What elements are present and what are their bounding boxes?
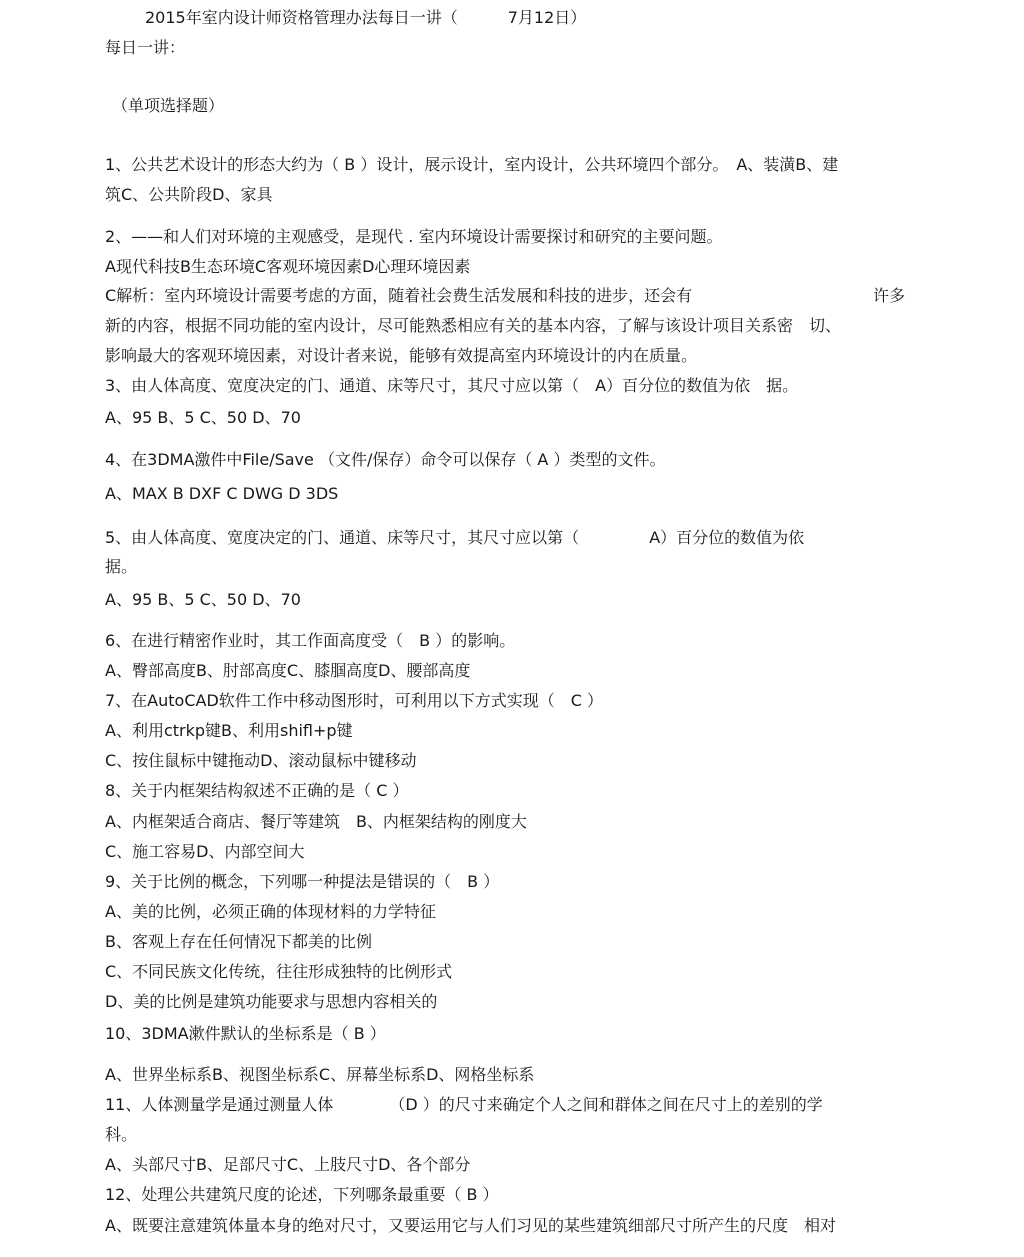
q6-options: A、臀部高度B、肘部高度C、膝腘高度D、腰部高度 bbox=[105, 661, 471, 680]
intro-line: 每日一讲： bbox=[105, 38, 186, 57]
q7-options-b: C、按住鼠标中键拖动D、滚动鼠标中键移动 bbox=[105, 751, 417, 770]
q9-option-c: C、不同民族文化传统，往往形成独特的比例形式 bbox=[105, 962, 453, 981]
q8-stem: 8、关于内框架结构叙述不正确的是（ C ） bbox=[105, 781, 409, 800]
q1-cont: 筑C、公共阶段D、家具 bbox=[105, 185, 273, 204]
q3-options: A、95 B、5 C、50 D、70 bbox=[105, 408, 301, 427]
q11-stem: 11、人体测量学是通过测量人体 （D ）的尺寸来确定个人之间和群体之间在尺寸上的差别的学 bbox=[105, 1095, 823, 1114]
q4-options: A、MAX B DXF C DWG D 3DS bbox=[105, 484, 339, 503]
q8-options-a: A、内框架适合商店、餐厅等建筑 B、内框架结构的刚度大 bbox=[105, 812, 527, 831]
q2-analysis-line: C解析：室内环境设计需要考虑的方面，随着社会费生活发展和科技的进步，还会有 许多 bbox=[105, 286, 905, 305]
q7-options-a: A、利用ctrkp键B、利用shifl+p键 bbox=[105, 721, 353, 740]
q2-analysis-cont: 新的内容，根据不同功能的室内设计，尽可能熟悉相应有关的基本内容，了解与该设计项目关系密 切、 bbox=[105, 316, 842, 335]
q5-options: A、95 B、5 C、50 D、70 bbox=[105, 590, 301, 609]
q7-stem: 7、在AutoCAD软件工作中移动图形时，可利用以下方式实现（ C ） bbox=[105, 691, 604, 710]
q11-cont: 科。 bbox=[105, 1125, 138, 1144]
q9-option-d: D、美的比例是建筑功能要求与思想内容相关的 bbox=[105, 992, 438, 1011]
q4-stem: 4、在3DMA激件中File/Save （文件/保存）命令可以保存（ A ）类型的文件。 bbox=[105, 450, 666, 469]
document-title: 2015年室内设计师资格管理办法每日一讲（ 7月12日） bbox=[145, 8, 587, 27]
q2-analysis-end: 影响最大的客观环境因素，对设计者来说，能够有效提高室内环境设计的内在质量。 bbox=[105, 346, 698, 365]
q10-stem: 10、3DMA漱件默认的坐标系是（ B ） bbox=[105, 1024, 386, 1043]
q2-options: A现代科技B生态环境C客观环境因素D心理环境因素 bbox=[105, 257, 471, 276]
q5-cont: 据。 bbox=[105, 557, 138, 576]
q1-stem: 1、公共艺术设计的形态大约为（ B ）设计，展示设计，室内设计，公共环境四个部分。 A、装潢B、建 bbox=[105, 155, 839, 174]
q9-option-a: A、美的比例，必须正确的体现材料的力学特征 bbox=[105, 902, 436, 921]
q5-stem: 5、由人体高度、宽度决定的门、通道、床等尺寸，其尺寸应以第（ A）百分位的数值为依 bbox=[105, 528, 805, 547]
q10-options: A、世界坐标系B、视图坐标系C、屏幕坐标系D、网格坐标系 bbox=[105, 1065, 535, 1084]
q12-option-a: A、既要注意建筑体量本身的绝对尺寸，又要运用它与人们习见的某些建筑细部尺寸所产生的尺度 相对 bbox=[105, 1216, 836, 1235]
q3-stem: 3、由人体高度、宽度决定的门、通道、床等尺寸，其尺寸应以第（ A）百分位的数值为依 据。 bbox=[105, 376, 799, 395]
q11-options: A、头部尺寸B、足部尺寸C、上肢尺寸D、各个部分 bbox=[105, 1155, 471, 1174]
q6-stem: 6、在进行精密作业时，其工作面高度受（ B ）的影响。 bbox=[105, 631, 516, 650]
q9-stem: 9、关于比例的概念，下列哪一种提法是错误的（ B ） bbox=[105, 872, 500, 891]
q8-options-b: C、施工容易D、内部空间大 bbox=[105, 842, 305, 861]
title-date: 7月12日） bbox=[507, 8, 587, 27]
q12-stem: 12、处理公共建筑尺度的论述，下列哪条最重要（ B ） bbox=[105, 1185, 499, 1204]
q9-option-b: B、客观上存在任何情况下都美的比例 bbox=[105, 932, 372, 951]
section-heading: （单项选择题） bbox=[112, 96, 225, 115]
q2-stem: 2、——和人们对环境的主观感受，是现代 . 室内环境设计需要探讨和研究的主要问题。 bbox=[105, 227, 723, 246]
